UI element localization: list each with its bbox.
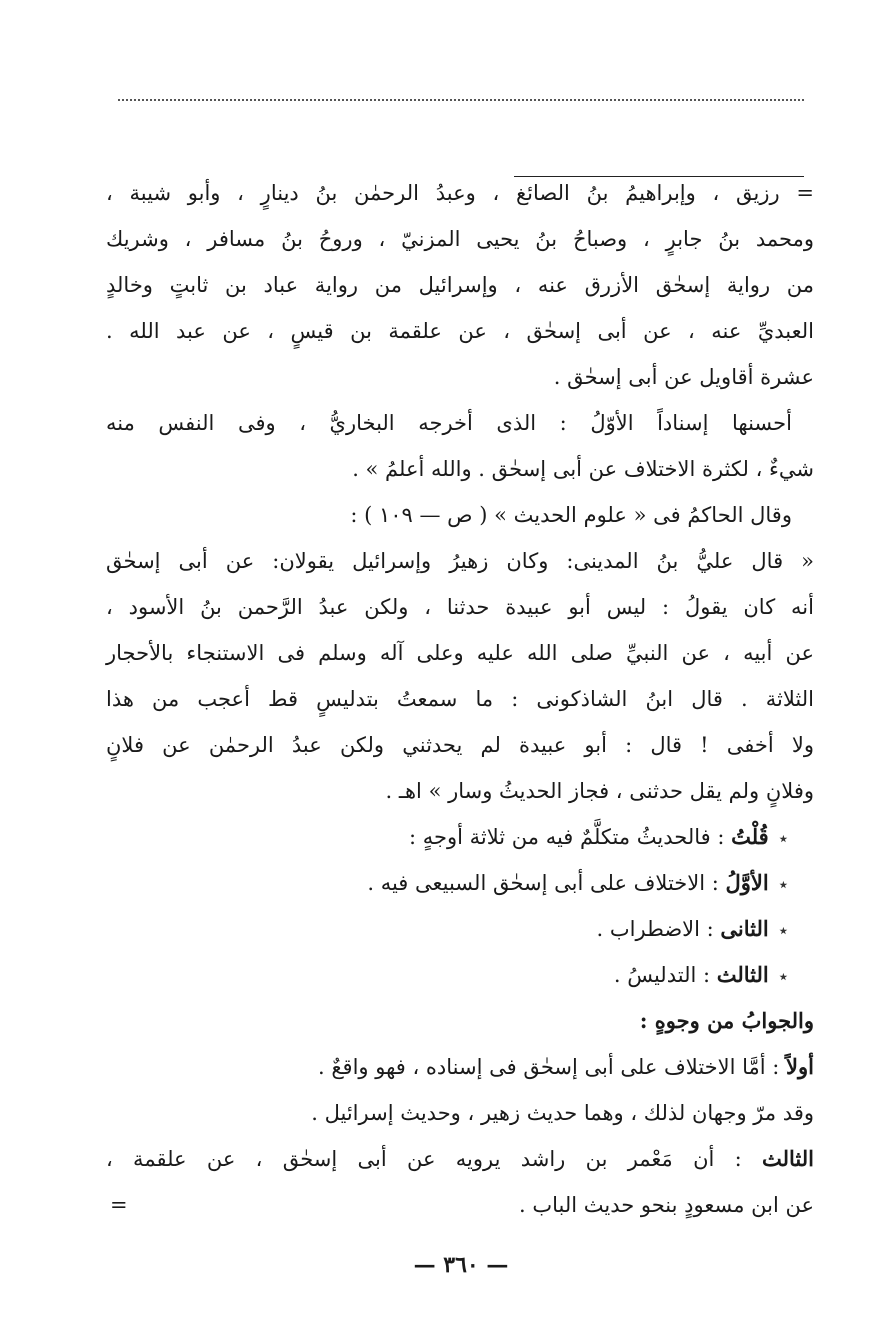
- list-item: [106, 860, 814, 906]
- item-label: قُلْتُ: [731, 824, 769, 849]
- header-dotted-rule: [118, 99, 804, 101]
- item-text: : الاختلاف على أبى إسحٰق السبيعى فيه .: [367, 871, 719, 895]
- page-number: — ٣٦٠ —: [413, 1252, 509, 1278]
- text-line: العبديِّ عنه ، عن أبى إسحٰق ، عن علقمة بن قيسٍ ، عن عبد الله .: [106, 319, 814, 343]
- last-line: [106, 1182, 814, 1228]
- star-bullet-icon: ٭: [778, 967, 788, 987]
- text-line: ولا أخفى ! قال : أبو عبيدة لم يحدثني ولكن عبدُ الرحمٰن عن فلانٍ: [106, 733, 814, 757]
- text-line: وقال الحاكمُ فى « علوم الحديث » ( ص — ١٠٩ ) :: [350, 503, 792, 527]
- text-line: « قال عليُّ بنُ المدينى: وكان زهيرُ وإسرائيل يقولان: عن أبى إسحٰق: [106, 549, 814, 573]
- answer-third-text: : أن مَعْمر بن راشد يرويه عن أبى إسحٰق ، عن علقمة ،: [106, 1147, 742, 1171]
- text-line: وقد مرّ وجهان لذلك ، وهما حديث زهير ، وحديث إسرائيل .: [311, 1101, 814, 1125]
- list-item: [106, 952, 814, 998]
- item-text: : التدليسُ .: [613, 963, 711, 987]
- continuation-mark: =: [110, 1193, 128, 1217]
- text-line: أنه كان يقولُ : ليس أبو عبيدة حدثنا ، ولكن عبدُ الرَّحمن بنُ الأسود ،: [106, 595, 814, 619]
- answer-first-text: : أمَّا الاختلاف على أبى إسحٰق فى إسناده ، فهو واقعٌ .: [318, 1055, 780, 1079]
- star-bullet-icon: ٭: [778, 875, 788, 895]
- text-line: = رزيق ، وإبراهيمُ بنُ الصائغ ، وعبدُ الرحمٰن بنُ دينارٍ ، وأبو شيبة ،: [106, 181, 814, 205]
- answer-third: [106, 1136, 814, 1182]
- text-line: من رواية إسحٰق الأزرق عنه ، وإسرائيل من رواية عباد بن ثابتٍ وخالدٍ: [106, 273, 814, 297]
- star-bullet-icon: ٭: [778, 921, 788, 941]
- list-item: [106, 814, 814, 860]
- answer-first-label: أولاً: [786, 1054, 814, 1079]
- item-label: الثالث: [716, 962, 769, 987]
- text-line: ومحمد بنُ جابرٍ ، وصباحُ بنُ يحيى المزنيّ ، وروحُ بنُ مسافر ، وشريك: [106, 227, 814, 251]
- page-body: [106, 170, 814, 1228]
- answer-heading: والجوابُ من وجوهٍ :: [639, 1008, 814, 1033]
- text-line: أحسنها إسناداً الأوّلُ : الذى أخرجه البخاريُّ ، وفى النفس منه: [106, 411, 792, 435]
- text-line: عن أبيه ، عن النبيِّ صلى الله عليه وعلى آله وسلم فى الاستنجاء بالأحجار: [106, 641, 814, 665]
- star-bullet-icon: ٭: [778, 829, 788, 849]
- item-text: : الاضطراب .: [596, 917, 714, 941]
- answer-third-label: الثالث: [762, 1146, 814, 1171]
- item-text: : فالحديثُ متكلَّمٌ فيه من ثلاثة أوجهٍ :: [408, 825, 725, 849]
- text-line: شيءٌ ، لكثرة الاختلاف عن أبى إسحٰق . والله أعلمُ » .: [352, 457, 814, 481]
- text-line: وفلانٍ ولم يقل حدثنى ، فجاز الحديثُ وسار » اهـ .: [385, 779, 814, 803]
- text-line: الثلاثة . قال ابنُ الشاذكونى : ما سمعتُ بتدليسٍ قط أعجب من هذا: [106, 687, 814, 711]
- item-label: الأوَّلُ: [725, 870, 769, 895]
- last-line-text: عن ابن مسعودٍ بنحو حديث الباب .: [518, 1193, 814, 1217]
- text-line: عشرة أقاويل عن أبى إسحٰق .: [553, 365, 814, 389]
- item-label: الثانى: [720, 916, 769, 941]
- list-item: [106, 906, 814, 952]
- answer-first: [106, 1044, 814, 1090]
